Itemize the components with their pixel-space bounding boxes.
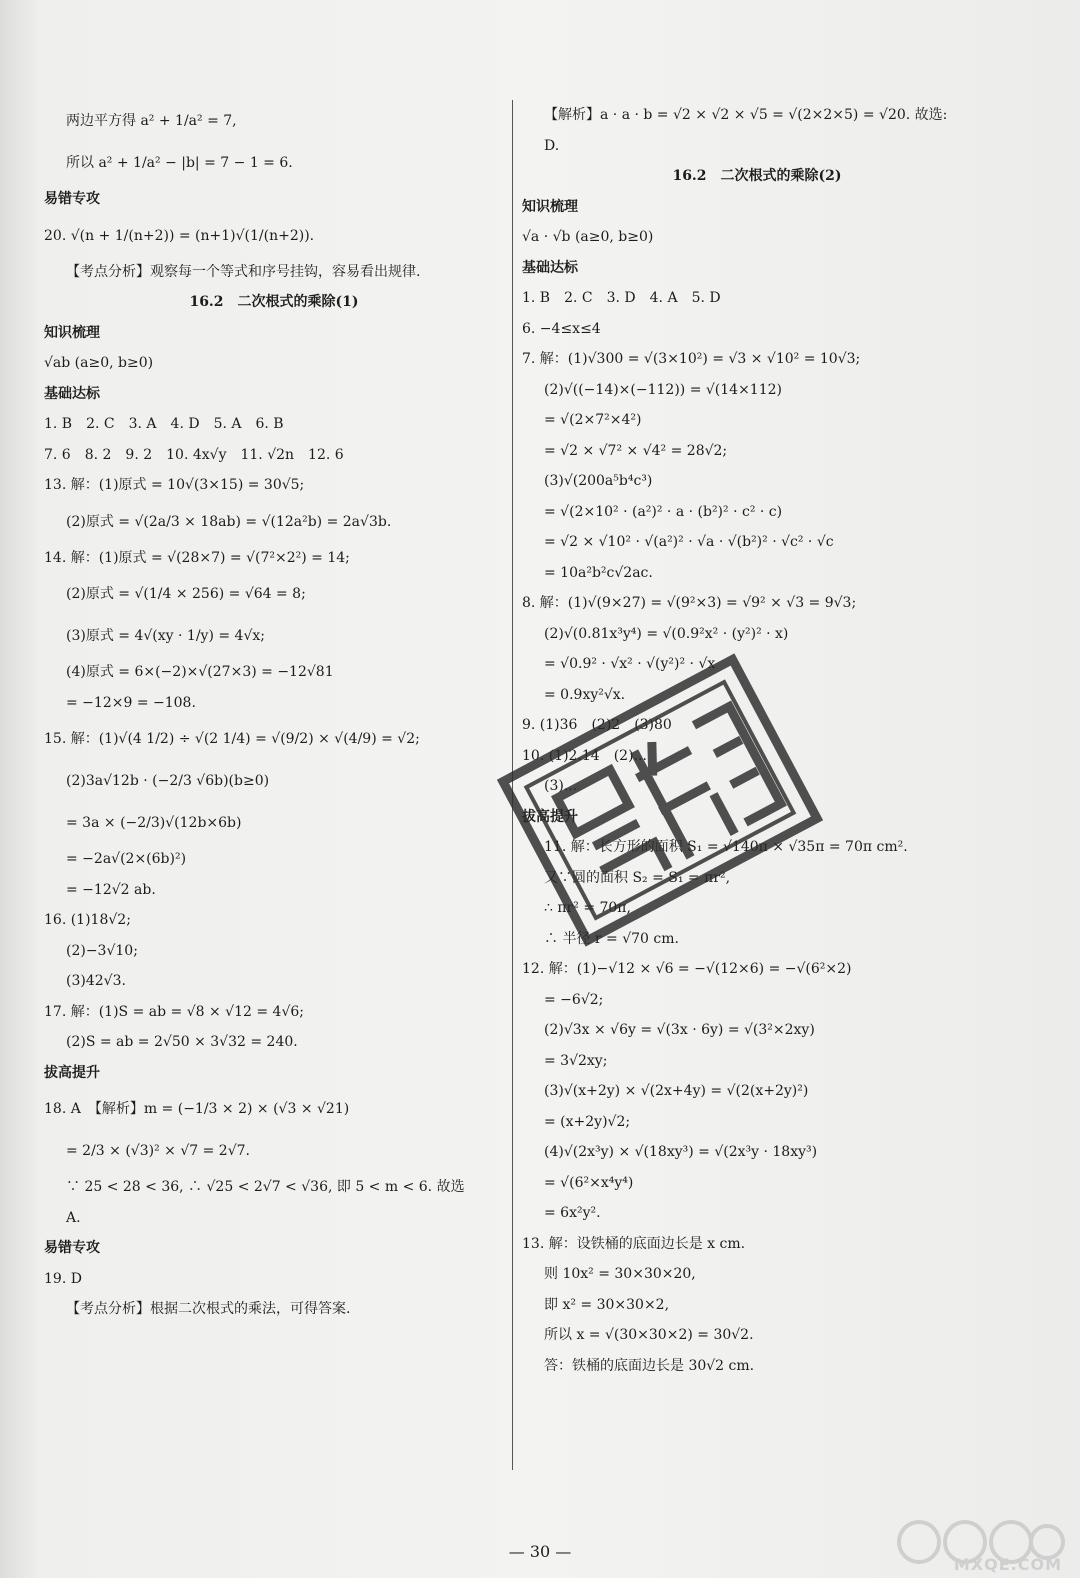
- answer-line: 7. 解：(1)√300 = √(3×10²) = √3 × √10² = 10√3;: [522, 351, 861, 367]
- section-heading: 易错专攻: [44, 191, 100, 207]
- answer-line: 7. 6 8. 2 9. 2 10. 4x√y 11. √2n 12. 6: [44, 446, 344, 463]
- answer-line: = −6√2;: [544, 991, 604, 1008]
- answer-line: = 0.9xy²√x.: [544, 686, 626, 703]
- answer-line: 19. D: [44, 1270, 82, 1287]
- answer-line: (4)√(2x³y) × √(18xy³) = √(2x³y · 18xy³): [544, 1144, 818, 1160]
- answer-line: 1. B 2. C 3. D 4. A 5. D: [522, 290, 721, 306]
- answer-line: = √(2×10² · (a²)² · a · (b²)² · c² · c): [544, 503, 783, 520]
- answer-line: 【考点分析】根据二次根式的乘法，可得答案.: [66, 1301, 351, 1317]
- section-heading: 基础达标: [44, 385, 100, 402]
- answer-line: (3)原式 = 4√(xy · 1/y) = 4√x;: [66, 628, 265, 644]
- answer-line: = 3a × (−2/3)√(12b×6b): [66, 815, 242, 831]
- answer-line: (2)S = ab = 2√50 × 3√32 = 240.: [66, 1034, 298, 1050]
- answer-line: √a · √b (a≥0, b≥0): [522, 229, 654, 245]
- answer-line: 20. √(n + 1/(n+2)) = (n+1)√(1/(n+2)).: [44, 227, 315, 244]
- answer-line: 16. (1)18√2;: [44, 912, 131, 928]
- section-title: 16.2 二次根式的乘除(2): [672, 168, 842, 184]
- answer-line: 15. 解：(1)√(4 1/2) ÷ √(2 1/4) = √(9/2) × √(4/9) = √2;: [44, 731, 420, 747]
- answer-line: 【考点分析】观察每一个等式和序号挂钩，容易看出规律.: [66, 263, 421, 280]
- answer-line: ∵ 25 < 28 < 36, ∴ √25 < 2√7 < √36, 即 5 < m < 6. 故选: [66, 1179, 465, 1195]
- answer-line: = √(6²×x⁴y⁴): [544, 1174, 634, 1191]
- answer-line: 又∵圆的面积 S₂ = S₁ = πr²,: [544, 869, 731, 886]
- answer-line: (2)√3x × √6y = √(3x · 6y) = √(3²×2xy): [544, 1022, 815, 1038]
- section-title: 16.2 二次根式的乘除(1): [189, 294, 359, 310]
- answer-line: 答：铁桶的底面边长是 30√2 cm.: [544, 1357, 755, 1374]
- watermark-text: MXQE.COM: [953, 1555, 1062, 1574]
- answer-line: (4)原式 = 6×(−2)×√(27×3) = −12√81: [66, 664, 334, 680]
- answer-line: 【解析】a · a · b = √2 × √2 × √5 = √(2×2×5) = √20. 故选:: [544, 107, 948, 123]
- answer-line: (2)原式 = √(2a/3 × 18ab) = √(12a²b) = 2a√3b.: [66, 513, 392, 530]
- answer-line: ∴ πr² = 70π,: [544, 900, 631, 916]
- answer-line: 11. 解：长方形的面积 S₁ = √140π × √35π = 70π cm².: [544, 839, 908, 855]
- answer-line: 则 10x² = 30×30×20,: [544, 1266, 696, 1282]
- answer-line: 12. 解：(1)−√12 × √6 = −√(12×6) = −√(6²×2): [522, 961, 852, 977]
- answer-line: (2)3a√12b · (−2/3 √6b)(b≥0): [66, 773, 270, 789]
- seal-stamp-icon: [480, 650, 840, 950]
- answer-line: = 3√2xy;: [544, 1052, 608, 1069]
- answer-line: = −12×9 = −108.: [66, 694, 196, 711]
- left-column: [44, 100, 504, 1325]
- answer-line: = −2a√(2×(6b)²): [66, 851, 187, 867]
- answer-line: 8. 解：(1)√(9×27) = √(9²×3) = √9² × √3 = 9√3;: [522, 595, 857, 611]
- answer-line: 所以 a² + 1/a² − |b| = 7 − 1 = 6.: [66, 155, 293, 171]
- page-number: — 30 —: [508, 1542, 572, 1561]
- answer-line: 17. 解：(1)S = ab = √8 × √12 = 4√6;: [44, 1003, 304, 1020]
- answer-line: 13. 解：设铁桶的底面边长是 x cm.: [522, 1235, 746, 1252]
- answer-line: = √2 × √7² × √4² = 28√2;: [544, 442, 728, 459]
- answer-line: 即 x² = 30×30×2,: [544, 1296, 670, 1313]
- answer-line: = 2/3 × (√3)² × √7 = 2√7.: [66, 1143, 250, 1159]
- answer-line: = √2 × √10² · √(a²)² · √a · √(b²)² · √c² · √c: [544, 534, 834, 550]
- answer-line: 10. (1)2.14 (2)...: [522, 747, 647, 764]
- answer-line: 6. −4≤x≤4: [522, 320, 601, 337]
- answer-line: 13. 解：(1)原式 = 10√(3×15) = 30√5;: [44, 477, 305, 493]
- answer-line: 18. A 【解析】m = (−1/3 × 2) × (√3 × √21): [44, 1101, 350, 1117]
- answer-line: 所以 x = √(30×30×2) = 30√2.: [544, 1327, 754, 1343]
- answer-line: D.: [544, 137, 560, 154]
- answer-line: A.: [66, 1209, 81, 1226]
- answer-line: (2)−3√10;: [66, 942, 138, 959]
- answer-line: = √0.9² · √x² · √(y²)² · √x: [544, 656, 716, 672]
- answer-line: = √(2×7²×4²): [544, 412, 642, 428]
- section-heading: 知识梳理: [522, 198, 578, 215]
- answer-line: 9. (1)36 (2)2 (3)80: [522, 717, 672, 733]
- section-heading: 知识梳理: [44, 324, 100, 341]
- answer-line: (2)原式 = √(1/4 × 256) = √64 = 8;: [66, 586, 306, 602]
- answer-line: = (x+2y)√2;: [544, 1113, 631, 1130]
- answer-line: = 6x²y².: [544, 1205, 601, 1221]
- answer-line: 14. 解：(1)原式 = √(28×7) = √(7²×2²) = 14;: [44, 549, 350, 566]
- answer-line: 两边平方得 a² + 1/a² = 7,: [66, 113, 237, 129]
- answer-line: (3)√(200a⁵b⁴c³): [544, 473, 653, 489]
- answer-line: = 10a²b²c√2ac.: [544, 564, 653, 581]
- answer-line: (2)√(0.81x³y⁴) = √(0.9²x² · (y²)² · x): [544, 625, 789, 642]
- answer-line: (2)√((−14)×(−112)) = √(14×112): [544, 381, 782, 398]
- answer-line: 1. B 2. C 3. A 4. D 5. A 6. B: [44, 416, 284, 432]
- answer-line: (3)...: [544, 778, 578, 794]
- answer-line: √ab (a≥0, b≥0): [44, 355, 154, 371]
- section-heading: 拔高提升: [44, 1064, 100, 1081]
- section-heading: 拔高提升: [522, 808, 578, 825]
- answer-line: ∴ 半径 r = √70 cm.: [544, 930, 679, 947]
- answer-line: (3)42√3.: [66, 973, 126, 989]
- answer-line: = −12√2 ab.: [66, 881, 156, 898]
- answer-line: (3)√(x+2y) × √(2x+4y) = √(2(x+2y)²): [544, 1083, 809, 1099]
- section-heading: 基础达标: [522, 259, 578, 276]
- section-heading: 易错专攻: [44, 1240, 100, 1256]
